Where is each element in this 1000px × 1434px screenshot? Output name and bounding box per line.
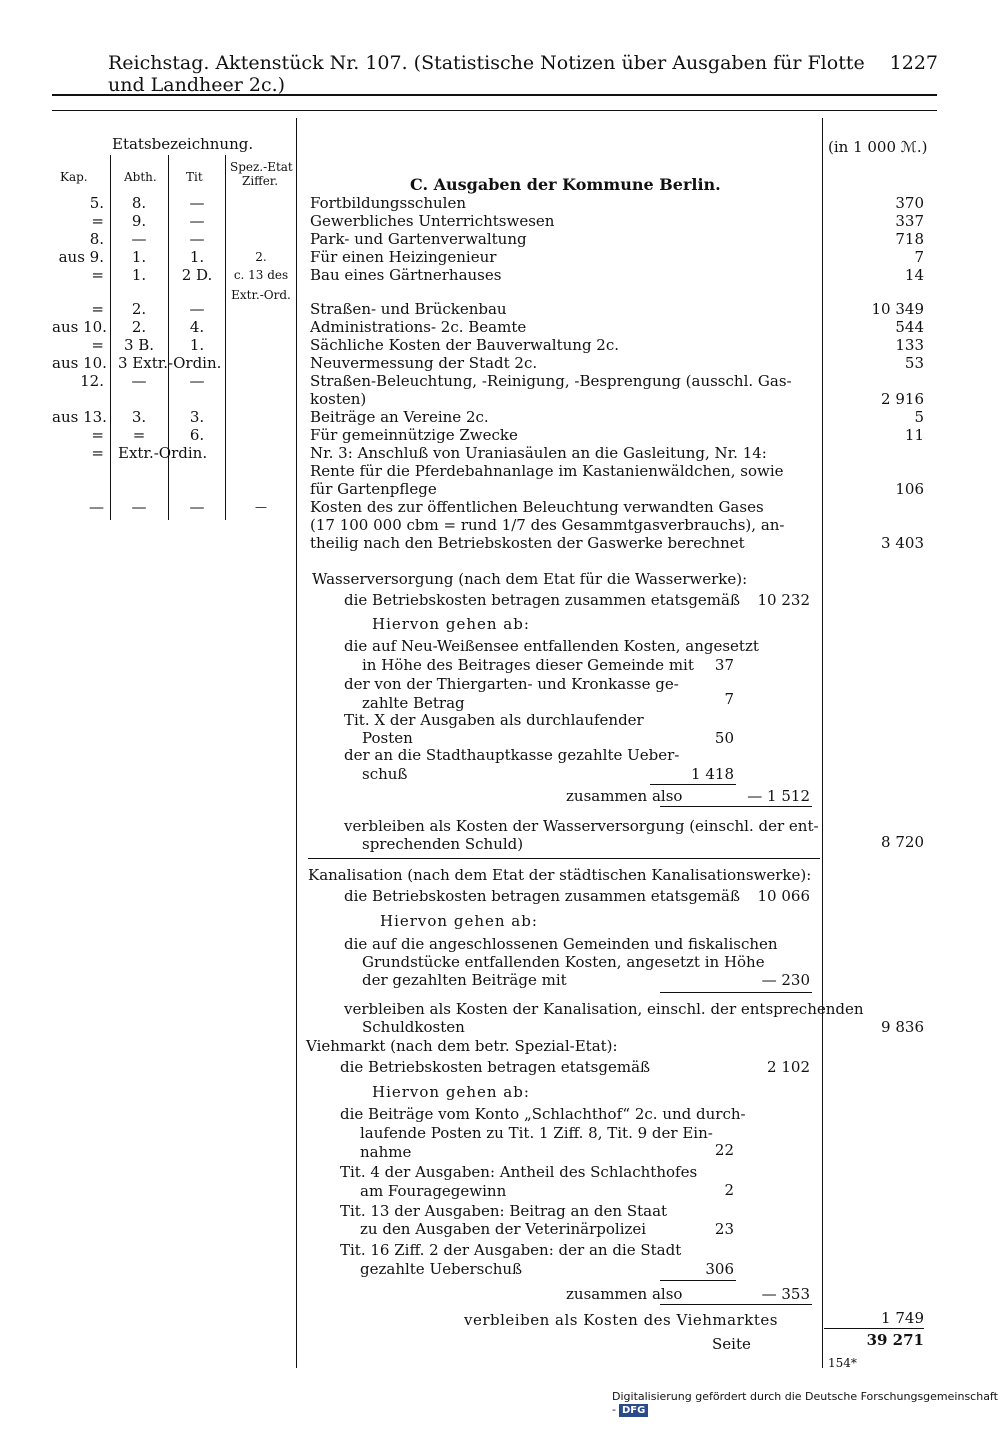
header-rule-thin <box>52 110 937 111</box>
row-text: Straßen- und Brückenbau <box>310 300 507 318</box>
row-kap: — <box>89 498 104 516</box>
canal-a3: der gezahlten Beiträge mit <box>362 971 567 989</box>
row-amount: 370 <box>895 194 924 212</box>
row-text: Administrations- 2c. Beamte <box>310 318 527 336</box>
market-sum-rule <box>660 1280 736 1281</box>
water-zus: zusammen also <box>566 787 683 805</box>
row-spez: c. 13 des <box>233 268 289 282</box>
col-divider-kap <box>110 155 111 520</box>
row-kap: 5. <box>89 194 104 212</box>
row-text: Nr. 3: Anschluß von Uraniasäulen an die Gasleitung, Nr. 14: <box>310 444 767 462</box>
canal-line1: die Betriebskosten betragen zusammen etatsgemäß <box>344 887 740 905</box>
row-tit: — <box>189 212 205 230</box>
canal-rem1: verbleiben als Kosten der Kanalisation, einschl. der entsprechenden <box>344 1000 864 1018</box>
row-amount: 2 916 <box>881 390 924 408</box>
signature-mark: 154* <box>828 1356 857 1370</box>
row-kap: aus 10. <box>52 354 107 372</box>
row-abth: 3 B. <box>123 336 155 354</box>
row-kap: = <box>91 212 104 230</box>
row-text: Neuvermessung der Stadt 2c. <box>310 354 538 372</box>
row-tit: — <box>189 230 205 248</box>
water-value1: 10 232 <box>757 591 810 609</box>
water-c2: Posten <box>362 729 413 747</box>
market-b2: am Fouragegewinn <box>360 1182 507 1200</box>
seite-label: Seite <box>712 1335 751 1353</box>
row-text: theilig nach den Betriebskosten der Gaswerke berechnet <box>310 534 745 552</box>
water-a1: die auf Neu-Weißensee entfallenden Kosten, angesetzt <box>344 637 759 655</box>
digitization-footer <box>612 1390 1000 1417</box>
row-text: für Gartenpflege <box>310 480 437 498</box>
col-divider-tit <box>225 155 226 520</box>
water-a2: in Höhe des Beitrages dieser Gemeinde mit <box>362 656 694 674</box>
col-head-kap: Kap. <box>60 170 88 184</box>
market-d1: Tit. 16 Ziff. 2 der Ausgaben: der an die Stadt <box>340 1241 682 1259</box>
row-kap: aus 10. <box>52 318 107 336</box>
row-amount: 11 <box>904 426 924 444</box>
row-text: Sächliche Kosten der Bauverwaltung 2c. <box>310 336 620 354</box>
col-head-ziffer: Ziffer. <box>242 174 279 188</box>
row-amount: 3 403 <box>881 534 924 552</box>
market-bv: 2 <box>724 1181 734 1199</box>
row-amount: 133 <box>895 336 924 354</box>
row-spez: 2. <box>255 250 267 264</box>
row-abth: 8. <box>131 194 147 212</box>
row-abth: 1. <box>131 266 147 284</box>
row-text: Beiträge an Vereine 2c. <box>310 408 489 426</box>
row-tit: 3. <box>189 408 205 426</box>
canal-a1: die auf die angeschlossenen Gemeinden und fiskalischen <box>344 935 778 953</box>
row-tit: — <box>189 372 205 390</box>
water-hiervon: Hiervon gehen ab: <box>372 615 530 633</box>
row-text: Kosten des zur öffentlichen Beleuchtung verwandten Gases <box>310 498 764 516</box>
row-kap: aus 9. <box>58 248 104 266</box>
canal-av: — 230 <box>761 971 810 989</box>
canal-total-rule <box>660 992 812 993</box>
water-total-rule <box>660 806 812 807</box>
market-b1: Tit. 4 der Ausgaben: Antheil des Schlachthofes <box>340 1163 698 1181</box>
water-b2: zahlte Betrag <box>362 694 465 712</box>
canal-a2: Grundstücke entfallenden Kosten, angesetzt in Höhe <box>362 953 765 971</box>
col-divider-text <box>296 118 297 1368</box>
canal-head: Kanalisation (nach dem Etat der städtischen Kanalisationswerke): <box>308 866 812 884</box>
market-total-rule <box>660 1304 812 1305</box>
row-kap: = <box>91 444 104 462</box>
water-av: 37 <box>714 656 734 674</box>
row-kap: aus 13. <box>52 408 107 426</box>
row-kap: = <box>91 266 104 284</box>
col-divider-abth <box>168 155 169 520</box>
market-rem: verbleiben als Kosten des Viehmarktes <box>464 1311 778 1329</box>
row-tit: 6. <box>189 426 205 444</box>
row-amount: 10 349 <box>871 300 924 318</box>
water-d1: der an die Stadthauptkasse gezahlte Ueber- <box>344 746 680 764</box>
water-line1: die Betriebskosten betragen zusammen etatsgemäß <box>344 591 740 609</box>
water-zusv: — 1 512 <box>747 787 810 805</box>
market-cv: 23 <box>714 1220 734 1238</box>
dfg-logo: DFG <box>619 1404 648 1417</box>
row-tit: — <box>189 194 205 212</box>
header-title: Reichstag. Aktenstück Nr. 107. (Statistische Notizen über Ausgaben für Flotte und Landheer 2c.) <box>108 52 865 96</box>
row-text: Rente für die Pferdebahnanlage im Kastanienwäldchen, sowie <box>310 462 784 480</box>
row-tit: — <box>189 498 205 516</box>
market-a1: die Beiträge vom Konto „Schlachthof“ 2c. und durch- <box>340 1105 746 1123</box>
row-abth: 3. <box>131 408 147 426</box>
page-sum-rule <box>824 1328 924 1329</box>
row-kap: 8. <box>89 230 104 248</box>
page-number: 1227 <box>889 52 938 74</box>
market-head: Viehmarkt (nach dem betr. Spezial-Etat): <box>306 1037 618 1055</box>
col-head-unit: (in 1 000 ℳ.) <box>828 138 928 156</box>
row-tit: 2 D. <box>181 266 213 284</box>
row-amount: 14 <box>904 266 924 284</box>
canal-value1: 10 066 <box>757 887 810 905</box>
row-abth: 3 Extr.-Ordin. <box>118 354 222 372</box>
row-kap: 12. <box>80 372 104 390</box>
market-c1: Tit. 13 der Ausgaben: Beitrag an den Staat <box>340 1202 668 1220</box>
market-a2: laufende Posten zu Tit. 1 Ziff. 8, Tit. 9 der Ein- <box>360 1124 713 1142</box>
row-text: Gewerbliches Unterrichtswesen <box>310 212 555 230</box>
row-abth: 2. <box>131 318 147 336</box>
water-dv: 1 418 <box>691 765 734 783</box>
row-tit: — <box>189 300 205 318</box>
col-divider-amount <box>822 118 823 1368</box>
row-kap: = <box>91 336 104 354</box>
market-hiervon: Hiervon gehen ab: <box>372 1083 530 1101</box>
water-cv: 50 <box>714 729 734 747</box>
row-text: Bau eines Gärtnerhauses <box>310 266 502 284</box>
row-tit: 1. <box>189 336 205 354</box>
market-d2: gezahlte Ueberschuß <box>360 1260 523 1278</box>
market-av: 22 <box>714 1141 734 1159</box>
market-zusv: — 353 <box>761 1285 810 1303</box>
col-head-etatsbezeichnung: Etatsbezeichnung. <box>112 135 254 153</box>
row-spez: Extr.-Ord. <box>231 288 291 302</box>
row-abth: 1. <box>131 248 147 266</box>
row-text: Für einen Heizingenieur <box>310 248 497 266</box>
row-text: (17 100 000 cbm = rund 1/7 des Gesammtgasverbrauchs), an- <box>310 516 785 534</box>
section-title: C. Ausgaben der Kommune Berlin. <box>410 175 721 194</box>
row-spez: — <box>255 500 267 514</box>
row-amount: 718 <box>895 230 924 248</box>
market-value1: 2 102 <box>767 1058 810 1076</box>
row-abth: 2. <box>131 300 147 318</box>
row-tit: 4. <box>189 318 205 336</box>
row-kap: = <box>91 426 104 444</box>
col-head-spez: Spez.-Etat <box>230 160 293 174</box>
market-zus: zusammen also <box>566 1285 683 1303</box>
market-dv: 306 <box>705 1260 734 1278</box>
row-abth: = <box>132 426 146 444</box>
water-b1: der von der Thiergarten- und Kronkasse ge- <box>344 675 679 693</box>
footer-text: Digitalisierung gefördert durch die Deutsche Forschungsgemeinschaft - <box>612 1390 998 1416</box>
water-c1: Tit. X der Ausgaben als durchlaufender <box>344 711 644 729</box>
seite-total: 39 271 <box>866 1331 924 1349</box>
row-amount: 53 <box>904 354 924 372</box>
water-sum-rule <box>650 784 736 785</box>
col-head-tit: Tit <box>186 170 203 184</box>
row-text: Fortbildungsschulen <box>310 194 466 212</box>
row-text: Park- und Gartenverwaltung <box>310 230 527 248</box>
market-line1: die Betriebskosten betragen etatsgemäß <box>340 1058 651 1076</box>
canal-rem2: Schuldkosten <box>362 1018 465 1036</box>
water-head: Wasserversorgung (nach dem Etat für die Wasserwerke): <box>312 570 748 588</box>
row-amount: 5 <box>914 408 924 426</box>
market-c2: zu den Ausgaben der Veterinärpolizei <box>360 1220 647 1238</box>
canal-hiervon: Hiervon gehen ab: <box>380 912 538 930</box>
row-text: Straßen-Beleuchtung, -Reinigung, -Besprengung (ausschl. Gas- <box>310 372 792 390</box>
water-section-rule <box>308 858 820 859</box>
market-remv: 1 749 <box>881 1309 924 1327</box>
row-abth: Extr.-Ordin. <box>118 444 208 462</box>
water-remv: 8 720 <box>881 833 924 851</box>
row-abth: — <box>131 498 147 516</box>
water-rem1: verbleiben als Kosten der Wasserversorgung (einschl. der ent- <box>344 817 819 835</box>
row-abth: — <box>131 372 147 390</box>
running-header <box>108 52 938 96</box>
water-bv: 7 <box>724 690 734 708</box>
header-rule-thick <box>52 94 937 96</box>
col-head-abth: Abth. <box>124 170 157 184</box>
water-rem2: sprechenden Schuld) <box>362 835 524 853</box>
row-tit: 1. <box>189 248 205 266</box>
row-abth: — <box>131 230 147 248</box>
row-amount: 544 <box>895 318 924 336</box>
row-abth: 9. <box>131 212 147 230</box>
row-amount: 337 <box>895 212 924 230</box>
row-amount: 106 <box>895 480 924 498</box>
row-text: kosten) <box>310 390 367 408</box>
canal-remv: 9 836 <box>881 1018 924 1036</box>
market-a3: nahme <box>360 1143 412 1161</box>
row-kap: = <box>91 300 104 318</box>
row-text: Für gemeinnützige Zwecke <box>310 426 518 444</box>
row-amount: 7 <box>914 248 924 266</box>
water-d2: schuß <box>362 765 408 783</box>
